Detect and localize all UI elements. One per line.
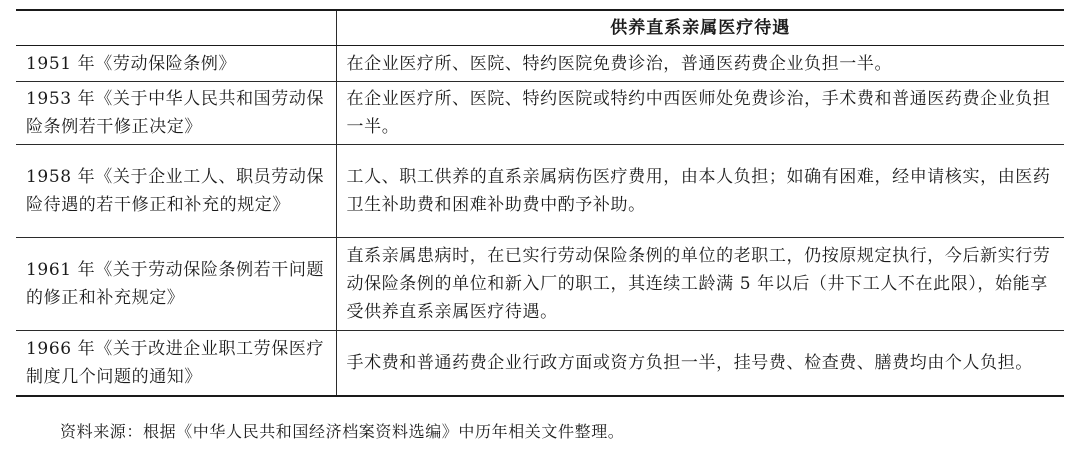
document-cell: 1966 年《关于改进企业职工劳保医疗制度几个问题的通知》 [16,331,336,397]
table-row [16,46,1064,82]
treatment-cell: 在企业医疗所、医院、特约医院或特约中西医师处免费诊治，手术费和普通医药费企业负担一半。 [336,82,1064,145]
treatment-cell: 手术费和普通药费企业行政方面或资方负担一半，挂号费、检查费、膳费均由个人负担。 [336,331,1064,397]
header-document [16,10,336,46]
medical-treatment-table [16,9,1064,397]
header-treatment: 供养直系亲属医疗待遇 [336,10,1064,46]
document-cell: 1961 年《关于劳动保险条例若干问题的修正和补充规定》 [16,238,336,331]
document-cell: 1951 年《劳动保险条例》 [16,46,336,82]
treatment-cell: 工人、职工供养的直系亲属病伤医疗费用，由本人负担；如确有困难，经申请核实，由医药卫生补助费和困难补助费中酌予补助。 [336,145,1064,238]
document-cell: 1953 年《关于中华人民共和国劳动保险条例若干修正决定》 [16,82,336,145]
source-note: 资料来源：根据《中华人民共和国经济档案资料选编》中历年相关文件整理。 [60,422,625,441]
table-row [16,145,1064,238]
document-cell: 1958 年《关于企业工人、职员劳动保险待遇的若干修正和补充的规定》 [16,145,336,238]
table-row [16,82,1064,145]
table-header-row [16,10,1064,46]
treatment-cell: 在企业医疗所、医院、特约医院免费诊治，普通医药费企业负担一半。 [336,46,1064,82]
treatment-cell: 直系亲属患病时，在已实行劳动保险条例的单位的老职工，仍按原规定执行，今后新实行劳动保险条例的单位和新入厂的职工，其连续工龄满 5 年以后（井下工人不在此限），始能享受供养直系亲属医疗待遇。 [336,238,1064,331]
table-row [16,331,1064,397]
table-row [16,238,1064,331]
